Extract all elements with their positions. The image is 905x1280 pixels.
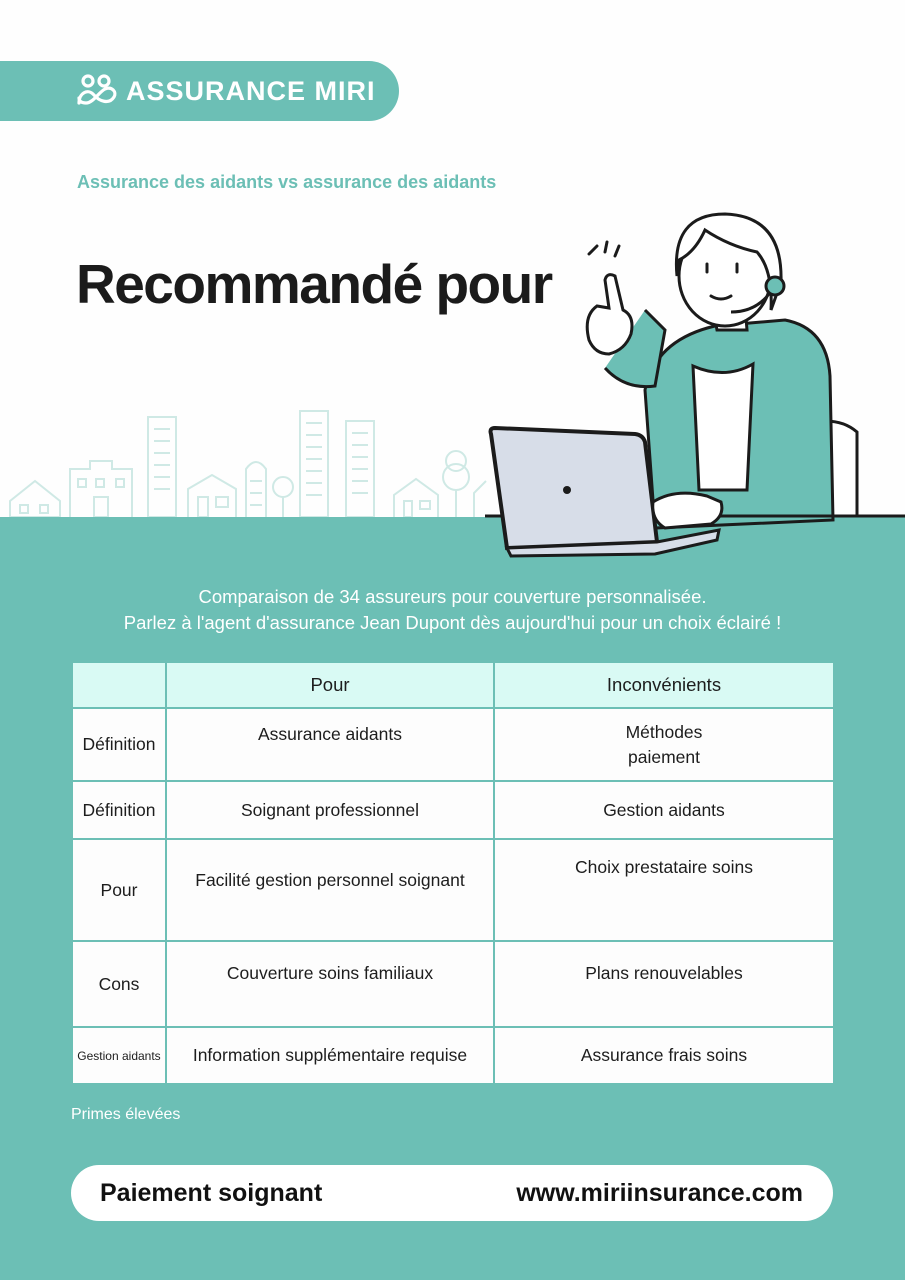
footer-bar	[71, 1165, 833, 1221]
interlinked-people-logo-icon	[76, 73, 118, 107]
row-label: Gestion aidants	[72, 1027, 166, 1084]
intro-line-2: Parlez à l'agent d'assurance Jean Dupont dès aujourd'hui pour un choix éclairé !	[123, 612, 782, 633]
pour-cell: Information supplémentaire requise	[166, 1027, 494, 1084]
footnote: Primes élevées	[71, 1106, 181, 1123]
website-link[interactable]: www.miriinsurance.com	[516, 1179, 803, 1207]
pour-text: Couverture soins familiaux	[226, 963, 434, 983]
comparison-table	[71, 661, 835, 1085]
insurance-agent-with-laptop-illustration	[485, 190, 905, 565]
pour-text: Assurance aidants	[258, 724, 402, 744]
contre-cell: Assurance frais soins	[494, 1027, 834, 1084]
page-title: Recommandé pour	[76, 253, 552, 315]
row-label: Définition	[72, 781, 166, 839]
contre-text-line-1: Méthodes	[625, 722, 703, 742]
table-row	[72, 839, 834, 941]
pour-cell	[166, 941, 494, 1027]
contre-text: Plans renouvelables	[585, 963, 743, 983]
contre-text: Choix prestataire soins	[575, 857, 753, 877]
table-row	[72, 708, 834, 781]
table-header-empty	[72, 662, 166, 708]
row-label: Pour	[72, 839, 166, 941]
table-row	[72, 1027, 834, 1084]
page-subtitle: Assurance des aidants vs assurance des aidants	[77, 172, 497, 192]
brand-banner	[0, 61, 399, 121]
contre-cell	[494, 941, 834, 1027]
contre-cell: Gestion aidants	[494, 781, 834, 839]
table-row	[72, 941, 834, 1027]
table-row	[72, 781, 834, 839]
contre-text-line-2: paiement	[628, 747, 700, 767]
pour-cell	[166, 708, 494, 781]
pour-text: Facilité gestion personnel soignant	[195, 870, 465, 890]
contre-cell	[494, 839, 834, 941]
table-header-pour: Pour	[166, 662, 494, 708]
row-label: Cons	[72, 941, 166, 1027]
row-label: Définition	[72, 708, 166, 781]
intro-line-1: Comparaison de 34 assureurs pour couverture personnalisée.	[198, 586, 707, 607]
pour-cell: Soignant professionnel	[166, 781, 494, 839]
footer-label: Paiement soignant	[100, 1179, 323, 1207]
intro-text	[0, 584, 905, 636]
pour-cell	[166, 839, 494, 941]
table-header-row	[72, 662, 834, 708]
table-header-inconvenients: Inconvénients	[494, 662, 834, 708]
brand-name: ASSURANCE MIRI	[126, 76, 376, 106]
contre-cell	[494, 708, 834, 781]
